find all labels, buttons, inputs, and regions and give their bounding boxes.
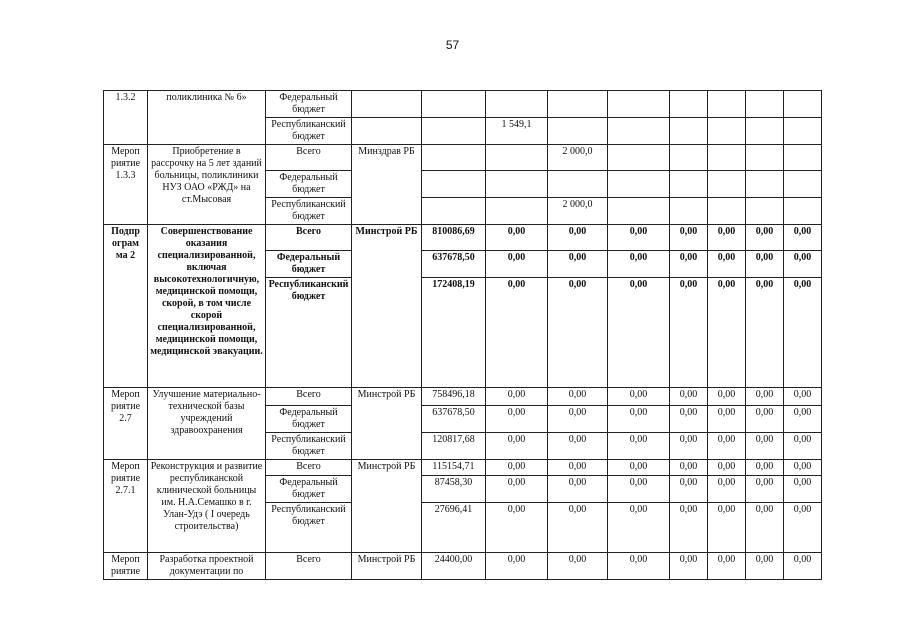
value-cell: 0,00 [784,553,822,580]
value-cell: 0,00 [708,278,746,388]
value-cell: 0,00 [746,278,784,388]
value-cell: 0,00 [746,476,784,503]
value-cell: 0,00 [548,388,608,406]
table-row [104,460,822,476]
value-cell: 0,00 [746,406,784,433]
source-cell: Республиканский бюджет [266,118,352,145]
source-cell: Всего [266,460,352,476]
value-cell: 1 549,1 [486,118,548,145]
value-cell: 0,00 [784,251,822,278]
value-cell: 115154,71 [422,460,486,476]
source-cell: Республиканский бюджет [266,278,352,388]
value-cell: 0,00 [486,503,548,553]
table-row [104,225,822,251]
source-cell: Республиканский бюджет [266,433,352,460]
value-cell: 0,00 [708,251,746,278]
row-name: Разработка проектной документации по [148,553,266,580]
value-cell: 0,00 [784,278,822,388]
executor-cell: Минстрой РБ [352,388,422,460]
executor-cell: Минстрой РБ [352,225,422,388]
value-cell: 0,00 [670,553,708,580]
value-cell: 0,00 [670,460,708,476]
value-cell: 0,00 [784,460,822,476]
value-cell: 0,00 [670,388,708,406]
value-cell: 0,00 [708,225,746,251]
value-cell: 637678,50 [422,251,486,278]
value-cell: 0,00 [670,406,708,433]
table-row [104,553,822,580]
value-cell: 172408,19 [422,278,486,388]
source-cell: Республиканский бюджет [266,198,352,225]
source-cell: Всего [266,388,352,406]
budget-table [103,90,822,580]
table-row [104,145,822,171]
value-cell: 758496,18 [422,388,486,406]
value-cell: 0,00 [486,388,548,406]
source-cell: Всего [266,145,352,171]
source-cell: Федеральный бюджет [266,251,352,278]
value-cell: 0,00 [746,388,784,406]
row-code: Мероп риятие 1.3.3 [104,145,148,225]
value-cell: 0,00 [708,460,746,476]
value-cell: 0,00 [548,553,608,580]
value-cell: 87458,30 [422,476,486,503]
value-cell: 0,00 [708,406,746,433]
row-name: Улучшение материально-технической базы учреждений здравоохранения [148,388,266,460]
value-cell: 0,00 [548,433,608,460]
value-cell: 0,00 [746,460,784,476]
source-cell: Всего [266,225,352,251]
value-cell: 0,00 [548,278,608,388]
row-code: Подпр ограм ма 2 [104,225,148,388]
table-row [104,388,822,406]
value-cell: 0,00 [708,503,746,553]
value-cell: 0,00 [784,433,822,460]
page-number: 57 [445,38,460,52]
value-cell: 0,00 [670,225,708,251]
value-cell: 0,00 [708,433,746,460]
value-cell: 27696,41 [422,503,486,553]
value-cell: 0,00 [784,406,822,433]
row-name: Совершенствование оказания специализированной, включая высокотехнологичную, медицинской помощи, скорой, в том числе скорой специализированной, медицинской помощи, медицинской эвакуации. [148,225,266,388]
value-cell: 0,00 [548,251,608,278]
value-cell: 0,00 [548,460,608,476]
source-cell: Федеральный бюджет [266,91,352,118]
value-cell: 2 000,0 [548,145,608,171]
value-cell: 0,00 [670,476,708,503]
value-cell: 0,00 [670,278,708,388]
row-name: поликлиника № 6» [148,91,266,145]
value-cell: 0,00 [784,225,822,251]
executor-cell: Минстрой РБ [352,553,422,580]
value-cell: 0,00 [608,251,670,278]
value-cell: 0,00 [746,433,784,460]
row-name: Приобретение в рассрочку на 5 лет зданий больницы, поликлиники НУЗ ОАО «РЖД» на ст.Мысовая [148,145,266,225]
value-cell: 0,00 [486,460,548,476]
value-cell: 0,00 [746,503,784,553]
executor-cell: Минстрой РБ [352,460,422,553]
value-cell: 24400,00 [422,553,486,580]
value-cell: 0,00 [486,406,548,433]
value-cell: 0,00 [670,503,708,553]
value-cell: 0,00 [608,225,670,251]
value-cell: 0,00 [486,553,548,580]
value-cell: 0,00 [708,388,746,406]
executor-cell: Минздрав РБ [352,145,422,225]
value-cell: 0,00 [486,251,548,278]
value-cell: 0,00 [548,503,608,553]
value-cell: 0,00 [548,406,608,433]
value-cell: 810086,69 [422,225,486,251]
value-cell: 0,00 [608,553,670,580]
source-cell: Республиканский бюджет [266,503,352,553]
value-cell: 0,00 [548,225,608,251]
value-cell: 0,00 [608,460,670,476]
value-cell: 0,00 [784,388,822,406]
row-code: Мероп риятие [104,553,148,580]
value-cell: 0,00 [608,433,670,460]
value-cell: 0,00 [608,278,670,388]
row-code: Мероп риятие 2.7.1 [104,460,148,553]
value-cell: 0,00 [486,433,548,460]
value-cell: 0,00 [608,476,670,503]
source-cell: Всего [266,553,352,580]
row-name: Реконструкция и развитие республиканской клинической больницы им. Н.А.Семашко в г. Улан-Удэ ( I очередь строительства) [148,460,266,553]
value-cell: 0,00 [608,406,670,433]
value-cell: 0,00 [708,553,746,580]
value-cell: 0,00 [486,225,548,251]
value-cell: 637678,50 [422,406,486,433]
row-code: 1.3.2 [104,91,148,145]
value-cell: 120817,68 [422,433,486,460]
value-cell: 2 000,0 [548,198,608,225]
value-cell: 0,00 [784,476,822,503]
source-cell: Федеральный бюджет [266,476,352,503]
value-cell: 0,00 [608,503,670,553]
value-cell: 0,00 [746,553,784,580]
source-cell: Федеральный бюджет [266,171,352,198]
value-cell: 0,00 [486,278,548,388]
value-cell: 0,00 [670,251,708,278]
value-cell: 0,00 [486,476,548,503]
value-cell: 0,00 [548,476,608,503]
source-cell: Федеральный бюджет [266,406,352,433]
value-cell: 0,00 [784,503,822,553]
value-cell: 0,00 [608,388,670,406]
table-row [104,91,822,118]
value-cell: 0,00 [746,225,784,251]
value-cell: 0,00 [708,476,746,503]
value-cell: 0,00 [670,433,708,460]
value-cell: 0,00 [746,251,784,278]
row-code: Мероп риятие 2.7 [104,388,148,460]
